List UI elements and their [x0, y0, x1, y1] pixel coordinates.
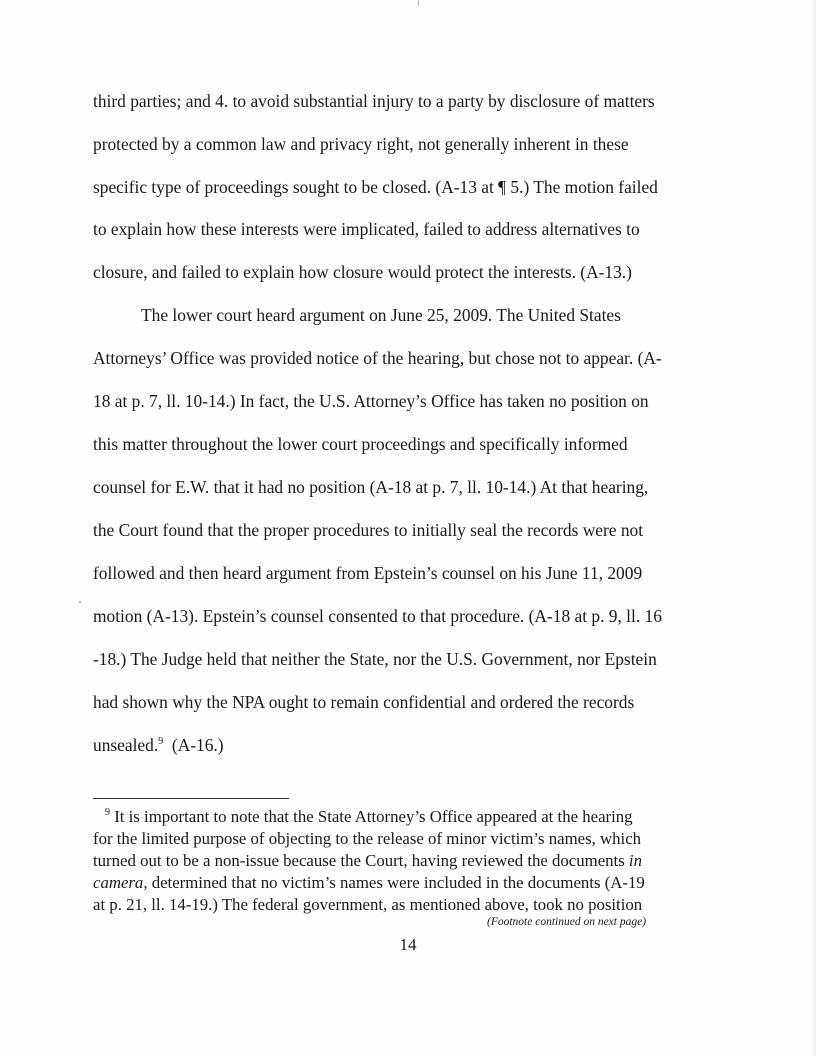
- footnote-text: turned out to be a non-issue because the Court, having reviewed the documents: [93, 851, 629, 870]
- footnote-italic-text: camera: [93, 873, 144, 892]
- body-line: followed and then heard argument from Epstein’s counsel on his June 11, 2009: [93, 563, 643, 583]
- footnote-continued-note: (Footnote continued on next page): [487, 916, 647, 928]
- body-line: counsel for E.W. that it had no position (A-18 at p. 7, ll. 10-14.) At that hearing,: [93, 477, 649, 497]
- scan-artifact-dot: [79, 601, 81, 603]
- body-line: to explain how these interests were implicated, failed to address alternatives to: [93, 219, 640, 239]
- footnote-line: at p. 21, ll. 14-19.) The federal government, as mentioned above, took no position: [93, 895, 643, 914]
- footnote-text: It is important to note that the State Attorney’s Office appeared at the hearing: [110, 807, 633, 826]
- body-line: Attorneys’ Office was provided notice of the hearing, but chose not to appear. (A-: [93, 348, 662, 368]
- footnote-line: [93, 872, 645, 894]
- body-line-last: [93, 733, 224, 757]
- last-line-citation: (A-16.): [163, 735, 224, 755]
- body-line: third parties; and 4. to avoid substantial injury to a party by disclosure of matters: [93, 91, 655, 111]
- body-line: -18.) The Judge held that neither the State, nor the U.S. Government, nor Epstein: [93, 649, 657, 669]
- footnote-marker: 9: [105, 807, 110, 818]
- body-line: protected by a common law and privacy right, not generally inherent in these: [93, 134, 629, 154]
- body-line: motion (A-13). Epstein’s counsel consented to that procedure. (A-18 at p. 9, ll. 16: [93, 606, 662, 626]
- body-line: this matter throughout the lower court proceedings and specifically informed: [93, 434, 628, 454]
- scan-edge-shadow: [810, 0, 816, 1056]
- body-line: specific type of proceedings sought to be closed. (A-13 at ¶ 5.) The motion failed: [93, 177, 658, 197]
- footnote-reference: 9: [158, 736, 164, 747]
- last-line-text: unsealed.: [93, 735, 159, 755]
- footnote-line: [105, 806, 633, 828]
- scan-artifact: [418, 0, 419, 6]
- body-line: 18 at p. 7, ll. 10-14.) In fact, the U.S. Attorney’s Office has taken no position on: [93, 391, 649, 411]
- footnote-line: for the limited purpose of objecting to the release of minor victim’s names, which: [93, 829, 642, 848]
- page-number: 14: [399, 935, 417, 954]
- body-line: had shown why the NPA ought to remain confidential and ordered the records: [93, 692, 635, 712]
- body-line: the Court found that the proper procedures to initially seal the records were not: [93, 520, 644, 540]
- footnote-text: , determined that no victim’s names were included in the documents (A-19: [143, 873, 645, 892]
- footnote-line: [93, 850, 642, 872]
- body-line: closure, and failed to explain how closure would protect the interests. (A-13.): [93, 262, 632, 282]
- footnote-italic-text: in: [628, 851, 642, 870]
- paragraph-start-line: The lower court heard argument on June 25, 2009. The United States: [141, 305, 621, 325]
- footnote-separator: [93, 798, 289, 799]
